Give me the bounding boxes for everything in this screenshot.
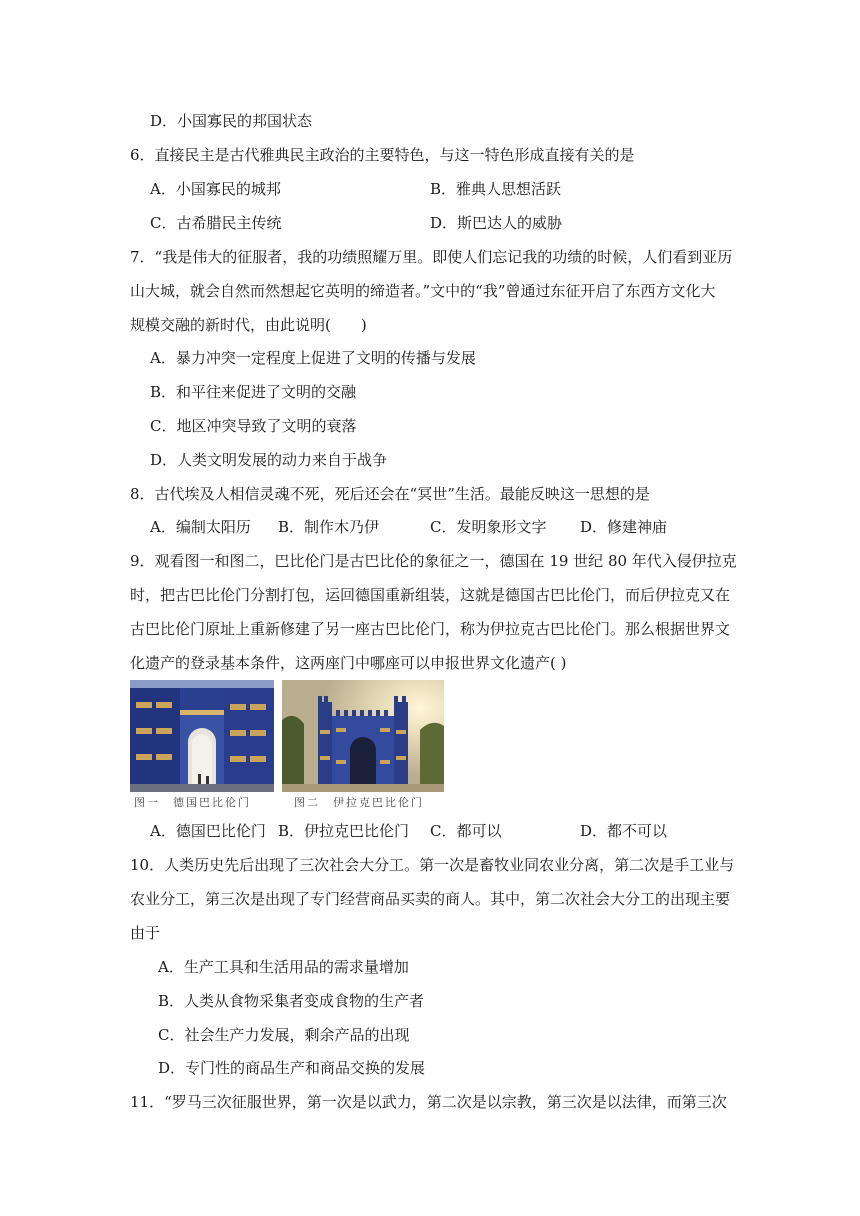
q10-stem-line-3: 由于 [130,924,161,942]
q9-stem-line-1: 9．观看图一和图二，巴比伦门是古巴比伦的象征之一，德国在 19 世纪 80 年代入侵伊拉克 [130,552,737,570]
q9-stem-line-4: 化遗产的登录基本条件，这两座门中哪座可以申报世界文化遗产( ) [130,654,567,672]
q9-option-a: A．德国巴比伦门 [150,822,266,840]
q11-stem: 11．“罗马三次征服世界，第一次是以武力，第二次是以宗教，第三次是以法律，而第三次 [130,1093,727,1111]
q6-option-c: C．古希腊民主传统 [150,214,282,232]
figure-2-iraq-babylon-gate-image [282,680,444,792]
q7-option-b: B．和平往来促进了文明的交融 [150,383,357,401]
q6-option-b: B．雅典人思想活跃 [430,180,562,198]
figure-1-german-babylon-gate-image [130,680,274,792]
q9-stem-line-2: 时，把古巴比伦门分割打包，运回德国重新组装，这就是德国古巴比伦门，而后伊拉克又在 [130,586,731,604]
q9-option-b: B．伊拉克巴比伦门 [278,822,410,840]
q10-option-a: A．生产工具和生活用品的需求量增加 [158,958,409,976]
q10-option-d: D．专门性的商品生产和商品交换的发展 [158,1059,426,1077]
q10-option-b: B．人类从食物采集者变成食物的生产者 [158,992,425,1010]
q9-option-d: D．都不可以 [580,822,668,840]
q6-option-a: A．小国寡民的城邦 [150,180,281,198]
figure-2-caption: 图二 伊拉克巴比伦门 [294,796,424,809]
q9-figures [130,680,450,810]
q7-option-c: C．地区冲突导致了文明的衰落 [150,417,357,435]
q10-stem-line-2: 农业分工，第三次是出现了专门经营商品买卖的商人。其中，第二次社会大分工的出现主要 [130,890,731,908]
q6-option-d: D．斯巴达人的威胁 [430,214,563,232]
q8-option-b: B．制作木乃伊 [278,518,380,536]
q8-stem: 8．古代埃及人相信灵魂不死，死后还会在“冥世”生活。最能反映这一思想的是 [130,485,650,503]
q7-option-d: D．人类文明发展的动力来自于战争 [150,451,388,469]
q10-stem-line-1: 10．人类历史先后出现了三次社会大分工。第一次是畜牧业同农业分离，第二次是手工业与 [130,856,735,874]
q6-stem: 6．直接民主是古代雅典民主政治的主要特色，与这一特色形成直接有关的是 [130,146,635,164]
q9-option-c: C．都可以 [430,822,502,840]
q7-option-a: A．暴力冲突一定程度上促进了文明的传播与发展 [150,349,476,367]
q8-option-a: A．编制太阳历 [150,518,251,536]
q8-option-c: C．发明象形文字 [430,518,547,536]
q8-option-d: D．修建神庙 [580,518,668,536]
q5-option-d: D．小国寡民的邦国状态 [150,112,313,130]
q9-stem-line-3: 古巴比伦门原址上重新修建了另一座古巴比伦门，称为伊拉克古巴比伦门。那么根据世界文 [130,620,731,638]
q7-stem-line-1: 7．“我是伟大的征服者，我的功绩照耀万里。即使人们忘记我的功绩的时候，人们看到亚历 [130,248,733,266]
q7-stem-line-2: 山大城，就会自然而然想起它英明的缔造者。”文中的“我”曾通过东征开启了东西方文化大 [130,282,716,300]
figure-1-caption: 图一 德国巴比伦门 [134,796,251,809]
q10-option-c: C．社会生产力发展，剩余产品的出现 [158,1026,410,1044]
q7-stem-line-3: 规模交融的新时代，由此说明( ) [130,316,367,334]
